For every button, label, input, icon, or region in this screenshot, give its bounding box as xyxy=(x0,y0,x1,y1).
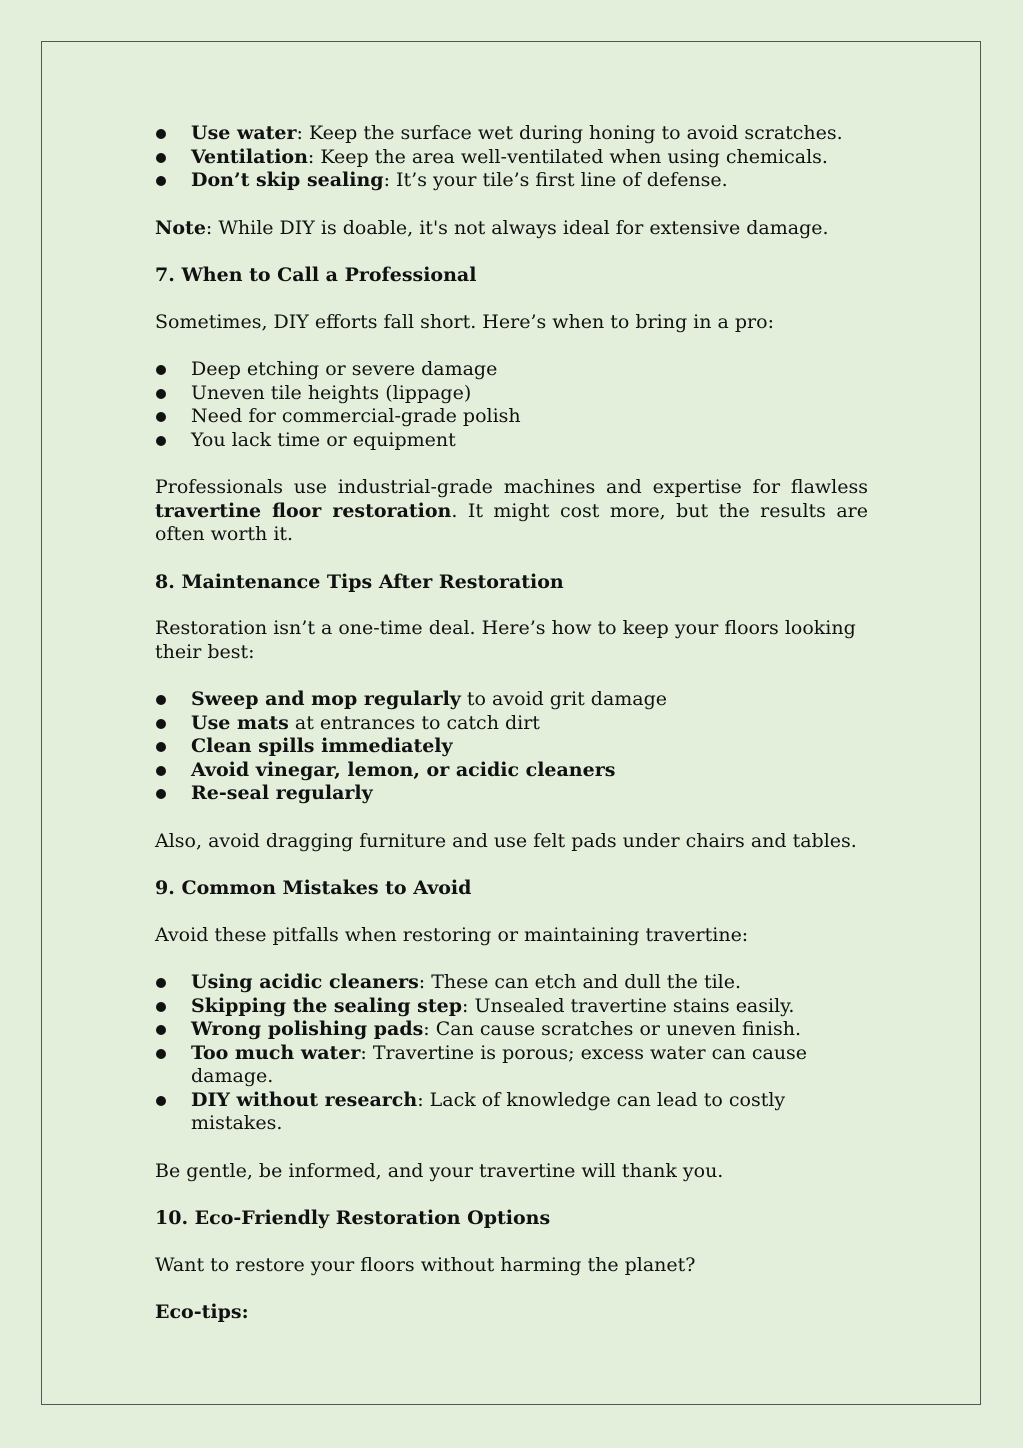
bullet-icon xyxy=(156,1025,166,1035)
bullet-icon xyxy=(156,129,166,139)
list-item: Clean spills immediately xyxy=(155,735,868,759)
bullet-icon xyxy=(156,389,166,399)
list-item: Uneven tile heights (lippage) xyxy=(155,382,868,406)
section-9-outro: Be gentle, be informed, and your travertine will thank you. xyxy=(155,1159,724,1182)
bullet-icon xyxy=(156,1002,166,1012)
bullet-icon xyxy=(156,978,166,988)
list-item: DIY without research: Lack of knowledge can lead to costly mistakes. xyxy=(155,1089,868,1136)
section-9-list xyxy=(155,971,868,1136)
section-7-list xyxy=(155,358,868,452)
bullet-icon xyxy=(156,365,166,375)
list-item: Re-seal regularly xyxy=(155,782,868,806)
bullet-icon xyxy=(156,436,166,446)
section-7-intro: Sometimes, DIY efforts fall short. Here’s when to bring in a pro: xyxy=(155,310,774,333)
section-10-heading: 10. Eco-Friendly Restoration Options xyxy=(155,1207,551,1229)
section-8-intro: Restoration isn’t a one-time deal. Here’s how to keep your floors looking their best: xyxy=(155,617,856,663)
bullet-icon xyxy=(156,766,166,776)
bullet-icon xyxy=(156,742,166,752)
bullet-icon xyxy=(156,1049,166,1059)
section-8-outro: Also, avoid dragging furniture and use felt pads under chairs and tables. xyxy=(155,829,857,852)
list-item: Using acidic cleaners: These can etch and dull the tile. xyxy=(155,971,868,995)
bullet-icon xyxy=(156,412,166,422)
list-item: Ventilation: Keep the area well-ventilated when using chemicals. xyxy=(155,146,868,170)
document-body xyxy=(155,122,868,1349)
list-item: Sweep and mop regularly to avoid grit damage xyxy=(155,688,868,712)
section-8-list xyxy=(155,688,868,806)
note-paragraph: Note: While DIY is doable, it's not always ideal for extensive damage. xyxy=(155,216,829,239)
tips-list-top xyxy=(155,122,868,193)
eco-tips-label: Eco-tips: xyxy=(155,1301,249,1323)
list-item: Wrong polishing pads: Can cause scratches or uneven finish. xyxy=(155,1018,868,1042)
section-7-paragraph: Professionals use industrial-grade machines and expertise for flawless travertine floor restoration. It might cost more, but the results are often worth it. xyxy=(155,476,868,545)
list-item: You lack time or equipment xyxy=(155,429,868,453)
bullet-icon xyxy=(156,695,166,705)
list-item: Use water: Keep the surface wet during honing to avoid scratches. xyxy=(155,122,868,146)
list-item: Need for commercial-grade polish xyxy=(155,405,868,429)
list-item: Avoid vinegar, lemon, or acidic cleaners xyxy=(155,759,868,783)
section-9-intro: Avoid these pitfalls when restoring or maintaining travertine: xyxy=(155,923,749,946)
section-8-heading: 8. Maintenance Tips After Restoration xyxy=(155,570,564,593)
section-9-heading: 9. Common Mistakes to Avoid xyxy=(155,877,472,899)
list-item: Use mats at entrances to catch dirt xyxy=(155,712,868,736)
bullet-icon xyxy=(156,1096,166,1106)
bullet-icon xyxy=(156,789,166,799)
section-10-intro: Want to restore your floors without harming the planet? xyxy=(155,1253,696,1276)
list-item: Skipping the sealing step: Unsealed travertine stains easily. xyxy=(155,995,868,1019)
bullet-icon xyxy=(156,719,166,729)
bullet-icon xyxy=(156,176,166,186)
section-7-heading: 7. When to Call a Professional xyxy=(155,264,477,286)
list-item: Too much water: Travertine is porous; excess water can cause damage. xyxy=(155,1042,868,1089)
bullet-icon xyxy=(156,153,166,163)
list-item: Deep etching or severe damage xyxy=(155,358,868,382)
list-item: Don’t skip sealing: It’s your tile’s first line of defense. xyxy=(155,169,868,193)
